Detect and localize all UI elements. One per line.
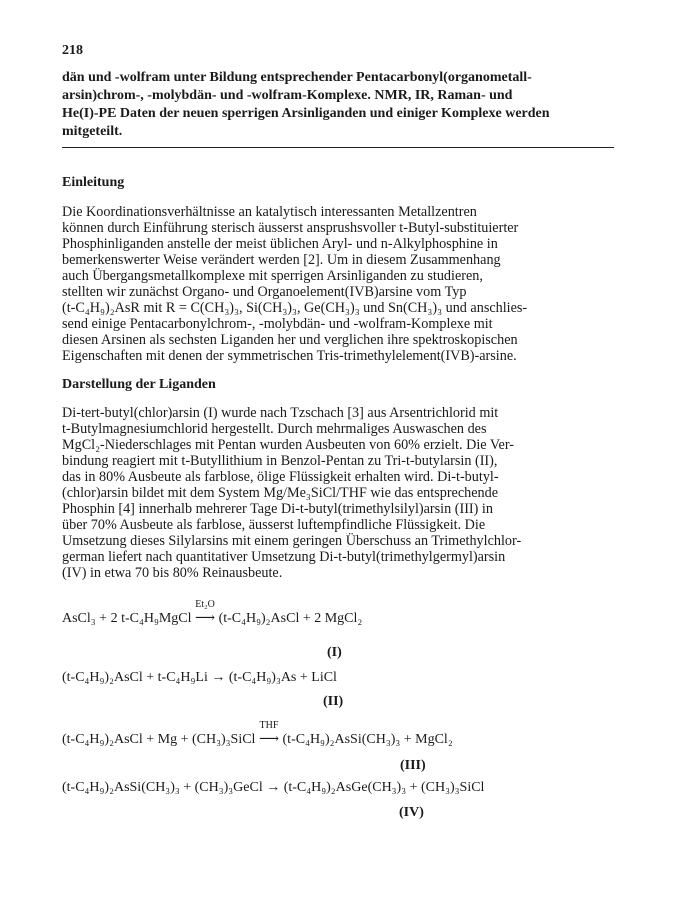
reaction-equation-2 [62,670,337,686]
body-line: t-Butylmagnesiumchlorid hergestellt. Durch mehrmaliges Auswaschen des [62,421,487,437]
compound-label-III: (III) [400,758,426,773]
body-line: Phosphinliganden anstelle der meist üblichen Aryl- und n-Alkylphosphine in [62,236,498,252]
body-line: bindung reagiert mit t-Butyllithium in Benzol-Pentan zu Tri-t-butylarsin (II), [62,453,498,469]
body-line: Phosphin [4] innerhalb mehrerer Tage Di-t-butyl(trimethylsilyl)arsin (III) in [62,501,493,517]
body-line: (chlor)arsin bildet mit dem System Mg/Me₃SiCl/THF wie das entsprechende [62,485,499,501]
body-line: (t-C₄H₉)₂AsR mit R = C(CH₃)₃, Si(CH₃)₃, Ge(CH₃)₃ und Sn(CH₃)₃ und anschlies- [62,300,528,316]
equation-left: (t-C₄H₉)₂AsCl + Mg + (CH₃)₃SiCl [62,732,259,747]
body-line: bemerkenswerter Weise verändert werden [2]. Um in diesem Zusammenhang [62,252,501,268]
abstract-line: He(I)-PE Daten der neuen sperrigen Arsinliganden und einiger Komplexe werden [62,106,550,121]
reaction-arrow: THF ⟶ [258,720,280,747]
body-line: diesen Arsinen als sechsten Liganden her und verglichen ihre spektroskopischen [62,332,518,348]
body-line: auch Übergangsmetallkomplexe mit sperrigen Arsinliganden zu studieren, [62,268,483,284]
abstract-line: arsin)chrom-, -molybdän- und -wolfram-Komplexe. NMR, IR, Raman- und [62,88,513,103]
body-line: german liefert nach quantitativer Umsetzung Di-t-butyl(trimethylgermyl)arsin [62,549,506,565]
equation-right: (t-C₄H₉)₂AsSi(CH₃)₃ + MgCl₂ [279,732,453,747]
separator-rule [62,147,614,148]
reaction-equation-3 [62,720,453,748]
section-heading-einleitung: Einleitung [62,175,125,190]
body-line: das in 80% Ausbeute als farblose, ölige Flüssigkeit erhalten wird. Di-t-butyl- [62,469,499,485]
compound-label-II: (II) [323,694,344,709]
abstract-line: dän und -wolfram unter Bildung entsprechender Pentacarbonyl(organometall- [62,70,532,85]
solvent-label: Et₂O [195,599,215,610]
equation-left: AsCl₃ + 2 t-C₄H₉MgCl [62,611,195,626]
reaction-equation-1 [62,599,363,627]
body-line: (IV) in etwa 70 bis 80% Reinausbeute. [62,565,283,581]
body-line: send einige Pentacarbonylchrom-, -molybdän- und -wolfram-Komplexe mit [62,316,493,332]
reaction-equation-4 [62,780,484,796]
body-line: Die Koordinationsverhältnisse an katalytisch interessanten Metallzentren [62,204,477,220]
reaction-arrow: Et₂O ⟶ [195,599,216,626]
body-line: Di-tert-butyl(chlor)arsin (I) wurde nach Tzschach [3] aus Arsentrichlorid mit [62,405,499,421]
abstract-line: mitgeteilt. [62,124,123,139]
body-line: über 70% Ausbeute als farblose, äusserst luftempfindliche Flüssigkeit. Die [62,517,486,533]
section-heading-darstellung: Darstellung der Liganden [62,377,216,392]
body-line: Eigenschaften mit denen der symmetrischen Tris-trimethylelement(IVB)-arsine. [62,348,517,364]
page-number: 218 [62,43,83,58]
body-line: stellten wir zunächst Organo- und Organoelement(IVB)arsine vom Typ [62,284,467,300]
solvent-label: THF [259,720,279,731]
equation-left: (t-C₄H₉)₂AsSi(CH₃)₃ + (CH₃)₃GeCl → (t-C₄H₉)₂AsGe(CH₃)₃ + (CH₃)₃SiCl [62,780,485,795]
body-line: Umsetzung dieses Silylarsins mit einem geringen Überschuss an Trimethylchlor- [62,533,522,549]
body-line: MgCl₂-Niederschlages mit Pentan wurden Ausbeuten von 60% erzielt. Die Ver- [62,437,514,453]
compound-label-IV: (IV) [399,805,424,820]
equation-right: (t-C₄H₉)₂AsCl + 2 MgCl₂ [215,611,363,626]
compound-label-I: (I) [327,645,342,660]
body-line: können durch Einführung sterisch äusserst ansprushsvoller t-Butyl-substituierter [62,220,519,236]
equation-left: (t-C₄H₉)₂AsCl + t-C₄H₉Li → (t-C₄H₉)₃As + LiCl [62,670,337,685]
